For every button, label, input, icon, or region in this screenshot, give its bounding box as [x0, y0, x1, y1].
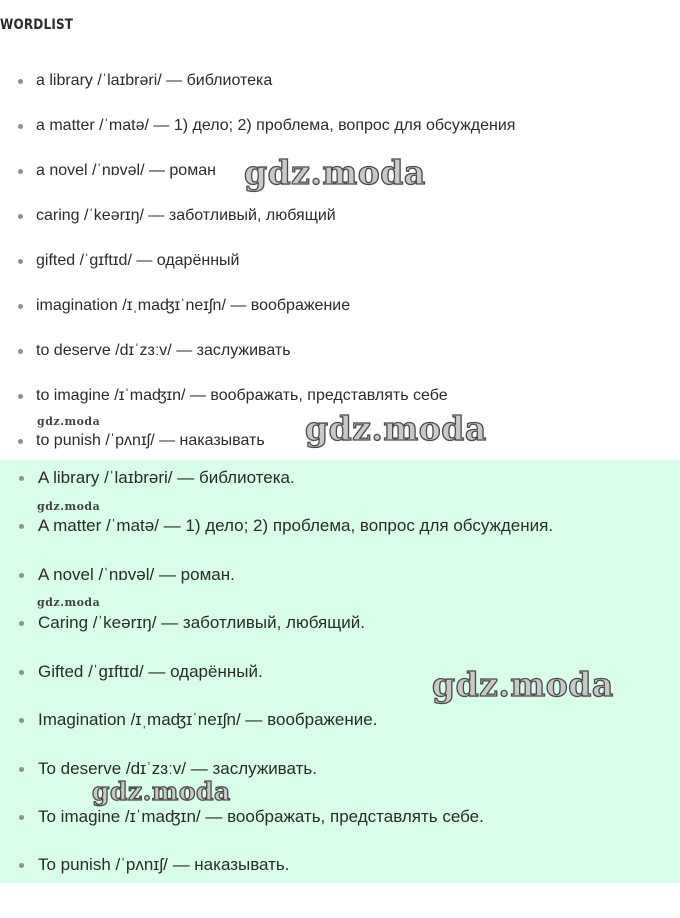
list-item: a novel /ˈnɒvəl/ — роман: [36, 162, 216, 179]
watermark: gdz.moda: [37, 500, 101, 513]
list-item: to deserve /dɪˈzɜːv/ — заслуживать: [36, 342, 291, 359]
watermark: gdz.moda: [37, 596, 101, 609]
list-item: to punish /ˈpʌnɪʃ/ — наказывать: [36, 432, 265, 449]
answer-item: To punish /ˈpʌnɪʃ/ — наказывать.: [38, 855, 290, 874]
answer-item: Imagination /ɪˌmaʤɪˈneɪʃn/ — воображение.: [38, 710, 378, 729]
list-item: a matter /ˈmatə/ — 1) дело; 2) проблема, вопрос для обсуждения: [36, 117, 516, 134]
answer-item: To deserve /dɪˈzɜːv/ — заслуживать.: [38, 759, 317, 778]
watermark: gdz.moda: [37, 415, 101, 428]
watermark: gdz.moda: [432, 665, 614, 704]
watermark: gdz.moda: [92, 777, 231, 806]
watermark: gdz.moda: [305, 409, 487, 448]
answer-item: A matter /ˈmatə/ — 1) дело; 2) проблема, вопрос для обсуждения.: [38, 516, 554, 535]
wordlist-heading: WORDLIST: [0, 17, 74, 33]
answer-item: Gifted /ˈgɪftɪd/ — одарённый.: [38, 662, 263, 681]
list-item: imagination /ɪˌmaʤɪˈneɪʃn/ — воображение: [36, 297, 351, 314]
answer-item: Caring /ˈkeərɪŋ/ — заботливый, любящий.: [38, 613, 365, 632]
answer-item: A novel /ˈnɒvəl/ — роман.: [38, 565, 235, 584]
answer-item: A library /ˈlaɪbrəri/ — библиотека.: [38, 468, 295, 487]
watermark: gdz.moda: [244, 153, 426, 192]
list-item: to imagine /ɪˈmaʤɪn/ — воображать, представлять себе: [36, 387, 448, 404]
list-item: caring /ˈkeərɪŋ/ — заботливый, любящий: [36, 207, 336, 224]
answer-item: To imagine /ɪˈmaʤɪn/ — воображать, представлять себе.: [38, 807, 484, 826]
list-item: a library /ˈlaɪbrəri/ — библиотека: [36, 72, 273, 89]
list-item: gifted /ˈgɪftɪd/ — одарённый: [36, 252, 240, 269]
